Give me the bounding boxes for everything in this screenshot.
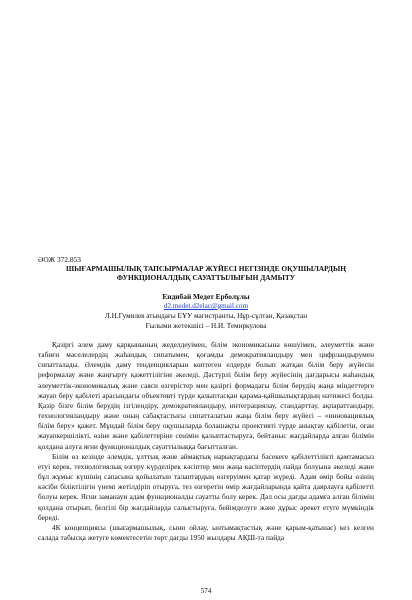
body-text	[38, 340, 374, 543]
author-name: Ендибай Медет Ерболұлы	[162, 292, 250, 301]
paragraph-1: Қазіргі әлем даму қарқынының жеделдеуімен, білім экономикасына көшуімен, әлеуметтік және табиғи мәселелердің жаһандық сипатымен, қоғамды демократияландыру мен цифрландырумен сипатталады. Әлемдік даму тенденцияларын көптеген елдерде болып жатқан білім беру жүйесін реформалау және жаңғырту қажеттілігіне әкеледі. Дәстүрлі білім беру жүйесінің дағдарысы жаһандық әлеуметтік-экономикалық және саяси өзгерістер мен қазіргі формадағы білім берудің жаңа міндеттерге жауап беру қабілеті арасындағы объективті түрде қалыптасқан қарама-қайшылықтардың нәтижесі болды. Қазір бізге білім берудің ізгілендіру, демократияландыру, интеграциялау, стандарттау, ақпараттандыру, технологияландыру және оның сабақтастығы сипатталатын жаңа білім беру жүйесі – «инновациялық білім беру» қажет. Мұндай білім беру оқушыларда болашақты проективті түрде анықтау қабілетін, оған жауапкершілікті, өзіне және қабілеттеріне сенімін қалыптастыруға, бейтаныс жағдайларда алған білімін қолдана алуға яғни функционалдық сауаттылыққа бағытталған.	[38, 341, 374, 451]
title-line-2: ФУНКЦИОНАЛДЫҚ САУАТТЫЛЫҒЫН ДАМЫТУ	[116, 273, 296, 282]
udc-code: ӘОЖ 372.853	[38, 255, 81, 264]
page-number: 574	[200, 587, 212, 595]
paper-title	[38, 264, 374, 282]
paragraph-3: 4К концепциясы (шығармашылық, сыни ойлау, ынтымақтастық және қарым-қатынас) кез келген салада табысқа жетуге көмектесетін төрт дағды 1950 жылдары АҚШ-та пайда	[38, 523, 374, 542]
author-email-link[interactable]: d2.medet.d2elac@gmail.com	[163, 302, 249, 310]
author-affiliation: Л.Н.Гумилев атындағы ЕҰУ магистранты, Нұр-сұлтан, Қазақстан	[104, 312, 308, 320]
title-line-1: ШЫҒАРМАШЫЛЫҚ ТАПСЫРМАЛАР ЖҮЙЕСІ НЕГІЗІНДЕ ОҚУШЫЛАРДЫҢ	[66, 264, 346, 273]
paragraph-2: Білім өз кезінде әлемдік, ұлттық және аймақтық нарықтардағы бәсекеге қабілеттілікті қамтамасыз етуі керек, технологиялық өзгеру күрделірек кәсіптер мен жаңа кәсіптердің пайда болуына әкеледі және бұл жұмыс күшінің сапасына қойылатын талаптардың өзгеруімен қатар жүреді. Адам өмір бойы өзінің кәсіби біліктілігін үнемі жетілдіріп отыруға, тез өзгеретін өмір жағдайларында қайта даярлауға қабілетті болуы керек. Яғни заманауи адам функционалды сауатты болу керек. Дәл осы дағды адамға алған білімін қолдана отырып, белгілі бір жағдайларда салыстыруға, бейімделуге және дұрыс әрекет етуге мүмкіндік береді.	[38, 452, 374, 522]
scientific-supervisor: Ғылыми жетекшісі – Н.И. Темиркулова	[145, 322, 267, 330]
